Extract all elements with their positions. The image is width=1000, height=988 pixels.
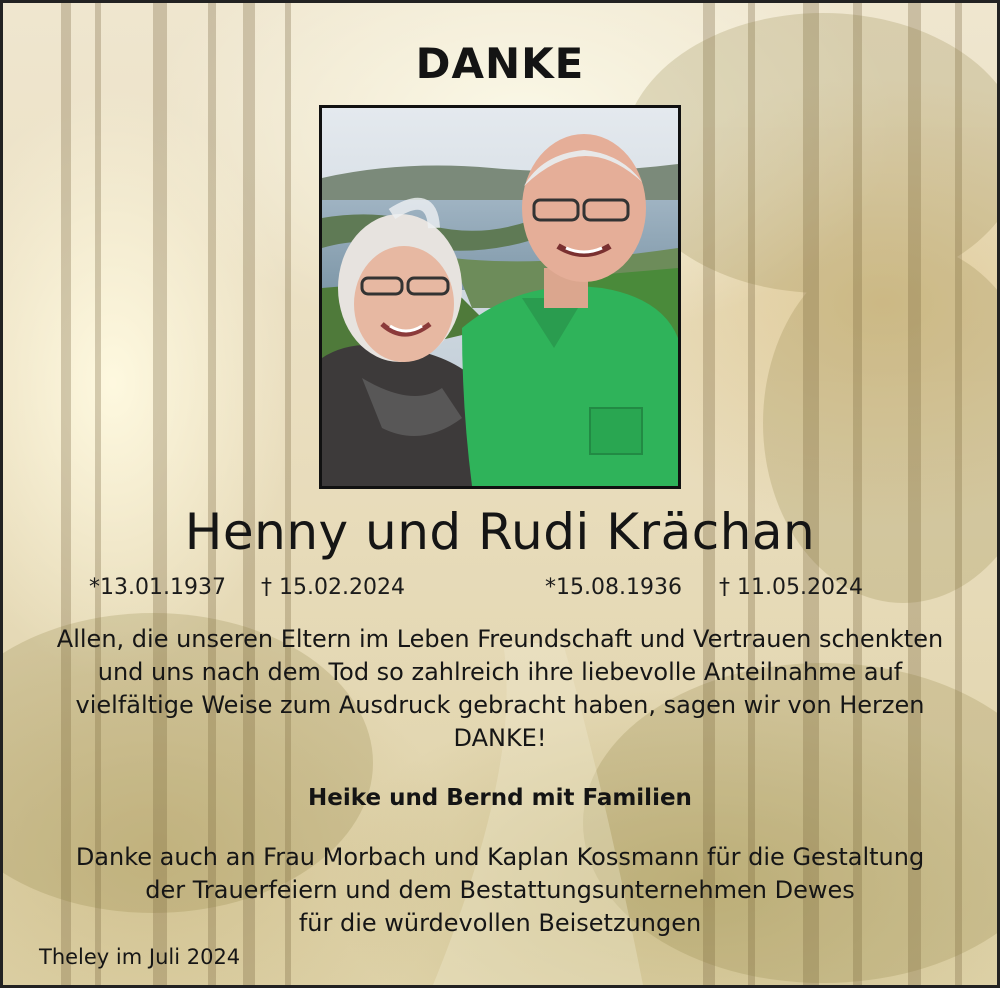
henny-death-date: † 15.02.2024	[261, 575, 405, 600]
thanks-line: Danke auch an Frau Morbach und Kaplan Kossmann für die Gestaltung	[75, 843, 925, 871]
additional-thanks	[23, 841, 977, 940]
couple-photo	[319, 105, 681, 489]
message-line: DANKE!	[453, 724, 547, 752]
rudi-birth-date: *15.08.1936	[545, 575, 682, 600]
page-title: DANKE	[415, 39, 585, 88]
message-line: Allen, die unseren Eltern im Leben Freundschaft und Vertrauen schenkten	[56, 625, 944, 653]
deceased-names: Henny und Rudi Krächan	[184, 503, 816, 561]
message-line: vielfältige Weise zum Ausdruck gebracht haben, sagen wir von Herzen	[75, 691, 925, 719]
place-date: Theley im Juli 2024	[39, 945, 241, 969]
message-line: und uns nach dem Tod so zahlreich ihre liebevolle Anteilnahme auf	[97, 658, 903, 686]
thanks-line: der Trauerfeiern und dem Bestattungsunternehmen Dewes	[145, 876, 855, 904]
couple-photo-icon	[322, 108, 678, 486]
rudi-death-date: † 11.05.2024	[719, 575, 863, 600]
signers: Heike und Bernd mit Familien	[308, 785, 692, 811]
thanks-line: für die würdevollen Beisetzungen	[298, 909, 702, 937]
thank-you-message	[23, 623, 977, 755]
henny-birth-date: *13.01.1937	[89, 575, 226, 600]
